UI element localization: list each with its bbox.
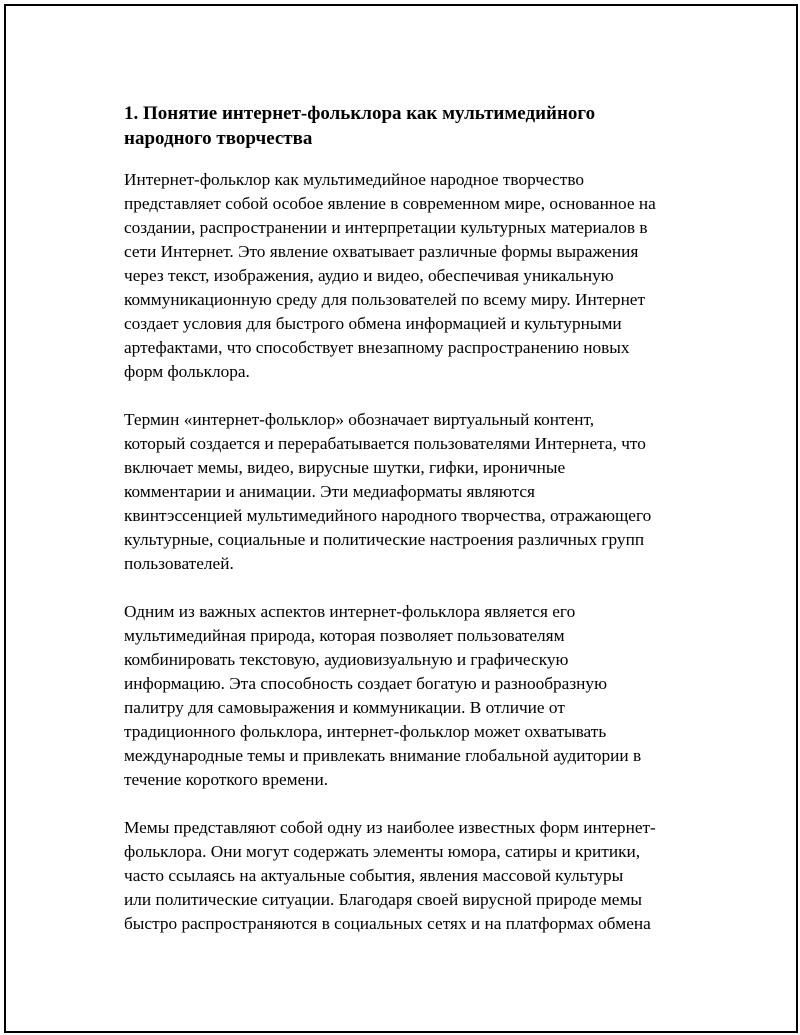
- section-heading: 1. Понятие интернет-фольклора как мультимедийного народного творчества: [124, 103, 596, 149]
- paragraph-3: Одним из важных аспектов интернет-фольклора является его мультимедийная природа, которая позволяет пользователям комбинировать текстовую, аудиовизуальную и графическую информацию. Эта способность создает богатую и разнообразную палитру для самовыражения и коммуникации. В отличие от традиционного фольклора, интернет-фольклор может охватывать международные темы и привлекать внимание глобальной аудитории в течение короткого времени.: [124, 602, 642, 789]
- paragraph-4: Мемы представляют собой одну из наиболее известных форм интернет- фольклора. Они могут содержать элементы юмора, сатиры и критики, часто ссылаясь на актуальные события, явления массовой культуры или политические ситуации. Благодаря своей вирусной природе мемы быстро распространяются в социальных сетях и на платформах обмена: [124, 818, 656, 933]
- paragraph-1: Интернет-фольклор как мультимедийное народное творчество представляет собой особое явление в современном мире, основанное на создании, распространении и интерпретации культурных материалов в сети Интернет. Это явление охватывает различные формы выражения через текст, изображения, аудио и видео, обеспечивая уникальную коммуникационную среду для пользователей по всему миру. Интернет создает условия для быстрого обмена информацией и культурными артефактами, что способствует внезапному распространению новых форм фольклора.: [124, 170, 656, 381]
- document-body: [124, 101, 694, 960]
- paragraph-2: Термин «интернет-фольклор» обозначает виртуальный контент, который создается и перерабатывается пользователями Интернета, что включает мемы, видео, вирусные шутки, гифки, ироничные комментарии и анимации. Эти медиаформаты являются квинтэссенцией мультимедийного народного творчества, отражающего культурные, социальные и политические настроения различных групп пользователей.: [124, 410, 652, 573]
- page-frame: [4, 4, 798, 1033]
